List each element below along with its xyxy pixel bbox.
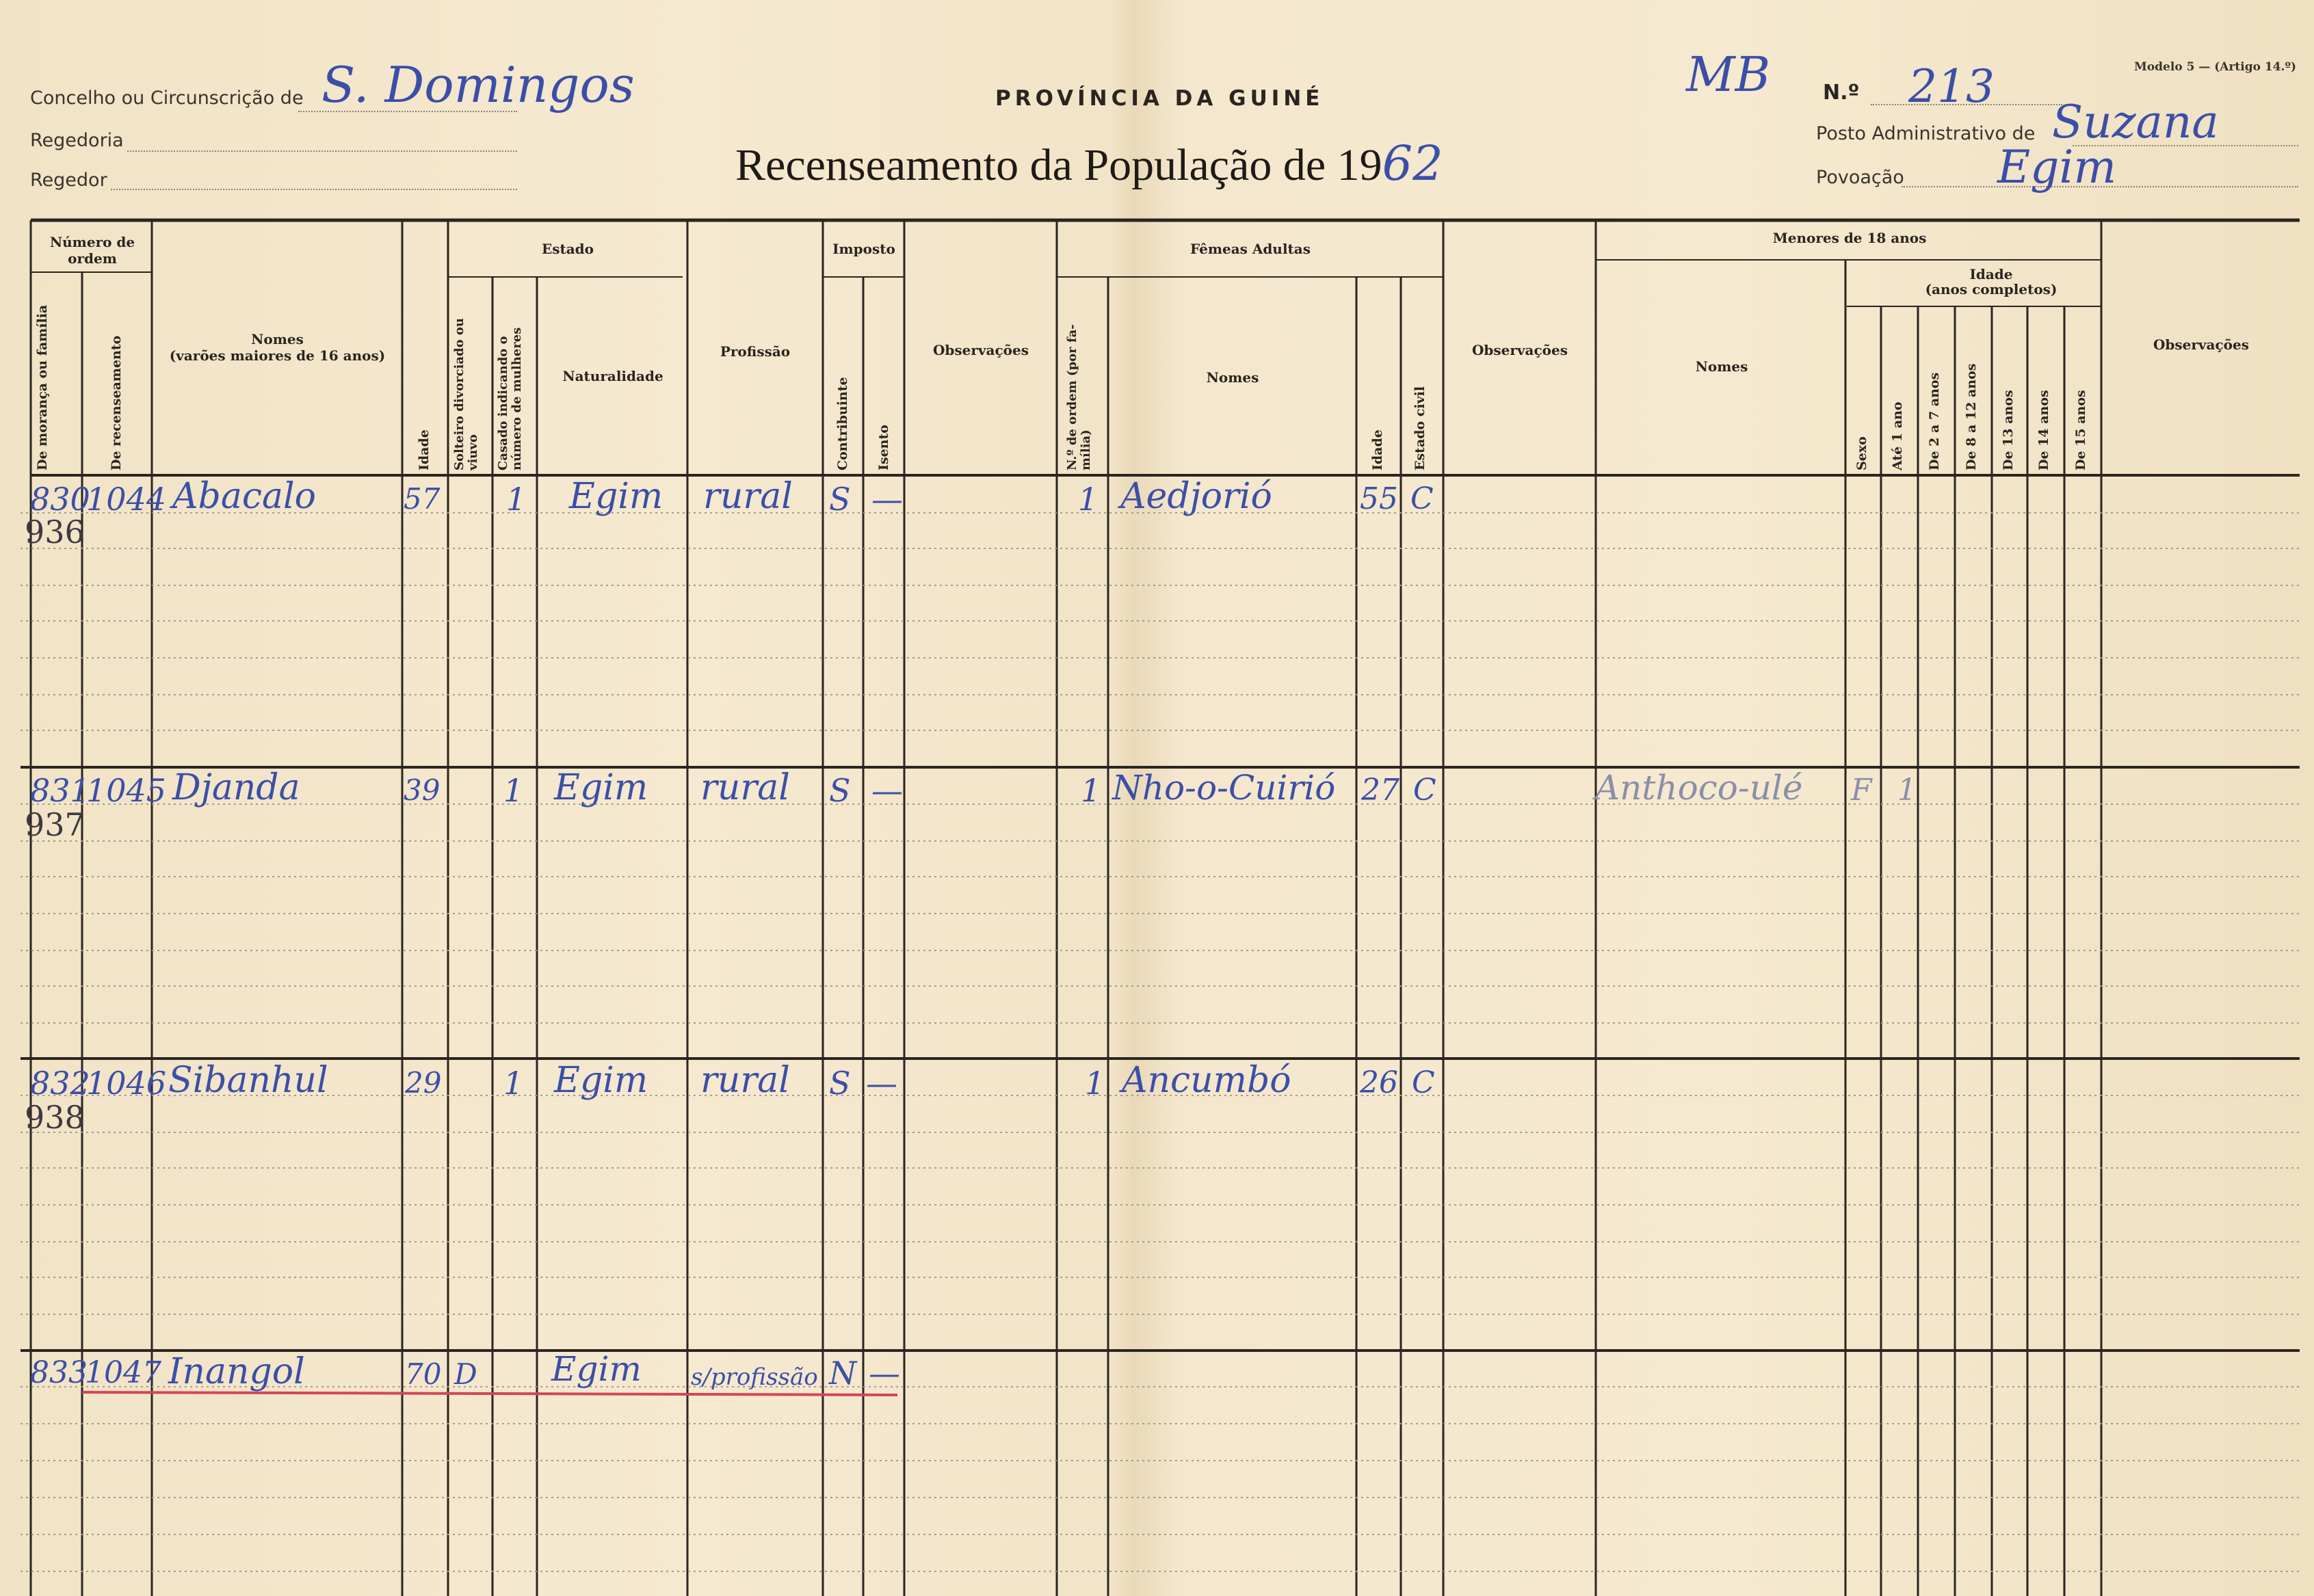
- casado: 1: [506, 481, 527, 518]
- col-contribuinte: Contribuinte: [835, 377, 850, 470]
- moranca: 830: [30, 481, 90, 518]
- concelho-value: S. Domingos: [321, 56, 635, 114]
- col-sexo: Sexo: [1854, 436, 1869, 470]
- f-ordem: 1: [1085, 1065, 1105, 1102]
- idade: 70: [405, 1357, 442, 1391]
- col-nomes-label: Nomes: [251, 331, 304, 347]
- profissao: rural: [700, 1060, 790, 1101]
- contribuinte: S: [829, 481, 851, 518]
- idade: 57: [404, 482, 441, 516]
- f-nome: Nho-o-Cuirió: [1112, 768, 1336, 808]
- concelho-label: Concelho ou Circunscrição de: [30, 88, 304, 109]
- col-numero-ordem: Número de ordem: [49, 234, 135, 267]
- profissao: s/profissão: [691, 1364, 818, 1391]
- naturalidade: Egim: [554, 1060, 648, 1101]
- title-year: 62: [1382, 135, 1443, 191]
- menor-sexo: F: [1851, 773, 1872, 808]
- col-imposto: Imposto: [832, 241, 895, 257]
- isento: —: [869, 1355, 900, 1392]
- f-estado: C: [1410, 481, 1434, 516]
- col-profissao: Profissão: [720, 343, 791, 360]
- col-de-moranca: De morança ou família: [35, 304, 50, 470]
- naturalidade: Egim: [554, 767, 648, 808]
- posto-value: Suzana: [2052, 96, 2219, 148]
- solteiro: D: [454, 1357, 477, 1391]
- contribuinte: N: [829, 1355, 857, 1392]
- nome: Abacalo: [172, 476, 316, 517]
- col-de-13: De 13 anos: [2001, 390, 2016, 470]
- recenseamento: 1047: [85, 1355, 161, 1390]
- povoacao-value: Egim: [1997, 141, 2117, 194]
- f-estado: C: [1413, 773, 1436, 808]
- numero-value: 213: [1908, 60, 1995, 113]
- recenseamento: 1044: [86, 481, 167, 518]
- col-idade-femeas: Idade: [1370, 429, 1385, 470]
- numero-label: N.º: [1823, 81, 1860, 105]
- isento: —: [871, 481, 903, 518]
- col-de-15: De 15 anos: [2073, 390, 2088, 470]
- idade: 29: [405, 1066, 442, 1100]
- casado: 1: [503, 1065, 524, 1102]
- col-de-2-a-7: De 2 a 7 anos: [1927, 372, 1942, 470]
- provincia-heading: PROVÍNCIA DA GUINÉ: [995, 86, 1324, 111]
- f-idade: 26: [1360, 1065, 1398, 1100]
- col-observacoes-1: Observações: [932, 342, 1029, 358]
- col-de-8-a-12: De 8 a 12 anos: [1964, 363, 1979, 470]
- col-idade-anos-label: Idade: [1969, 266, 2013, 282]
- col-solteiro: Solteiro divorciado ou viuvo: [452, 318, 480, 470]
- title-printed: Recenseamento da População de 19: [735, 140, 1382, 190]
- recenseamento: 1045: [86, 772, 167, 809]
- posto-label: Posto Administrativo de: [1816, 123, 2036, 144]
- isento: —: [866, 1065, 897, 1102]
- f-nome: Ancumbó: [1122, 1060, 1291, 1101]
- moranca-2: 938: [25, 1099, 85, 1136]
- col-nomes-femeas: Nomes: [1206, 369, 1259, 386]
- col-nomes-menores: Nomes: [1695, 358, 1748, 375]
- modelo-label: Modelo 5 — (Artigo 14.º): [2134, 60, 2297, 74]
- col-observacoes-3: Observações: [2153, 336, 2249, 353]
- moranca-2: 937: [25, 806, 85, 843]
- menor-ate-1: 1: [1897, 773, 1917, 808]
- col-idade-anos-sub: (anos completos): [1925, 281, 2057, 297]
- col-de-14: De 14 anos: [2036, 390, 2051, 470]
- moranca-2: 936: [25, 514, 85, 550]
- profissao: rural: [703, 476, 793, 517]
- col-ate-1-ano: Até 1 ano: [1890, 401, 1905, 470]
- col-nomes-sub: (varões maiores de 16 anos): [169, 347, 386, 364]
- nome: Inangol: [168, 1351, 305, 1392]
- nome: Sibanhul: [168, 1060, 328, 1101]
- moranca: 832: [30, 1065, 90, 1102]
- col-menores: Menores de 18 anos: [1772, 230, 1927, 246]
- col-estado-civil: Estado civil: [1412, 386, 1428, 470]
- contribuinte: S: [829, 772, 851, 809]
- col-idade: Idade: [417, 429, 432, 470]
- col-casado: Casado indicando o número de mulheres: [496, 327, 524, 470]
- menor-nome: Anthoco-ulé: [1595, 768, 1803, 808]
- initials-mark: MB: [1686, 46, 1771, 103]
- f-ordem: 1: [1081, 772, 1101, 809]
- f-ordem: 1: [1078, 481, 1099, 518]
- contribuinte: S: [829, 1065, 851, 1102]
- povoacao-label: Povoação: [1816, 167, 1904, 188]
- isento: —: [871, 772, 903, 809]
- naturalidade: Egim: [569, 476, 663, 517]
- f-estado: C: [1412, 1065, 1435, 1100]
- regedor-label: Regedor: [30, 170, 107, 191]
- col-isento: Isento: [876, 425, 891, 470]
- col-naturalidade: Naturalidade: [562, 368, 663, 384]
- idade: 39: [404, 773, 441, 807]
- moranca: 833: [30, 1355, 88, 1390]
- naturalidade: Egim: [551, 1349, 642, 1389]
- f-idade: 55: [1360, 481, 1398, 516]
- col-de-recenseamento: De recenseamento: [109, 335, 124, 470]
- col-no-ordem-familia: N.º de ordem (por fa- mília): [1065, 324, 1093, 470]
- f-idade: 27: [1361, 773, 1399, 808]
- nome: Djanda: [172, 767, 300, 808]
- f-nome: Aedjorió: [1120, 476, 1272, 517]
- recenseamento: 1046: [86, 1065, 167, 1102]
- col-observacoes-2: Observações: [1471, 342, 1568, 358]
- profissao: rural: [700, 767, 790, 808]
- col-estado: Estado: [541, 241, 594, 257]
- col-idade-anos: [1882, 267, 2100, 297]
- regedoria-label: Regedoria: [30, 130, 124, 151]
- casado: 1: [503, 772, 524, 809]
- moranca: 831: [30, 772, 90, 809]
- col-nomes-varoes: [156, 331, 399, 364]
- col-femeas-adultas: Fêmeas Adultas: [1190, 241, 1311, 257]
